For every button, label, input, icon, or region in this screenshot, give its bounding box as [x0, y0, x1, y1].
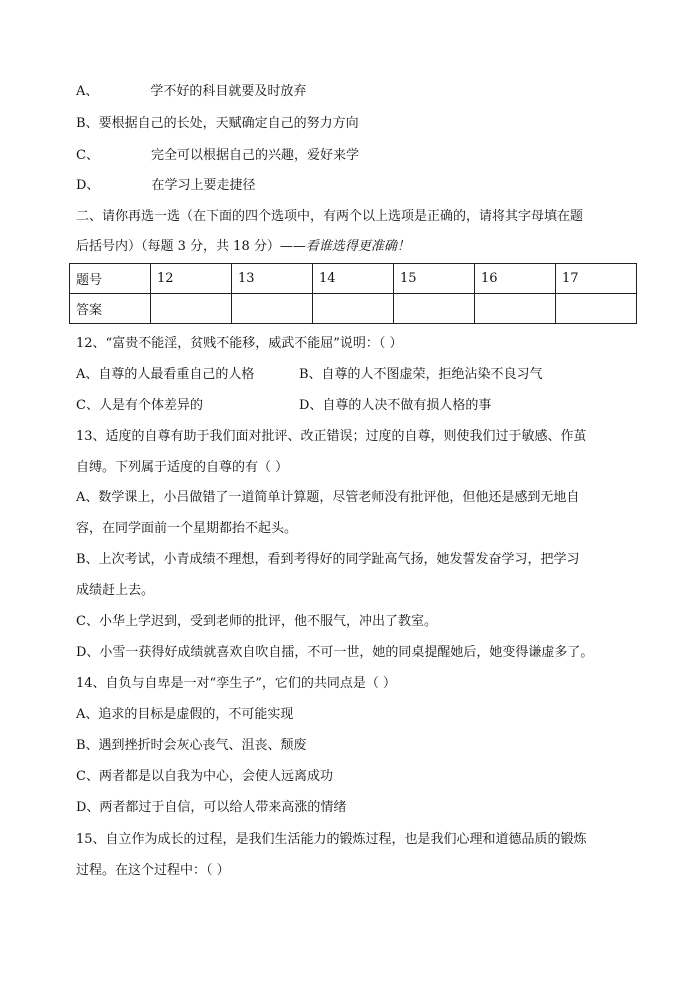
option-label: D、 [76, 178, 100, 193]
section2-instructions: 后括号内）（每题 3 分，共 18 分）—— [76, 239, 306, 254]
section2-motto: 看谁选得更准确！ [305, 239, 410, 254]
option-label: C、 [76, 148, 99, 163]
answer-table [69, 263, 637, 324]
q13-stem-line1: 13、适度的自尊有助于我们面对批评、改正错误；过度的自尊，则使我们过于敏感、作茧 [76, 429, 587, 444]
q14-stem: 14、自负与自卑是一对“孪生子”，它们的共同点是（ ） [76, 676, 396, 691]
q14-option-c: C、两者都是以自我为中心，会使人远离成功 [76, 769, 333, 784]
q14-option-d: D、两者都过于自信，可以给人带来高涨的情绪 [76, 800, 347, 815]
answer-cell[interactable] [151, 294, 232, 324]
q14-option-b: B、遇到挫折时会灰心丧气、沮丧、颓废 [76, 738, 307, 753]
table-header-answer: 答案 [70, 294, 151, 324]
option-text: 完全可以根据自己的兴趣，爱好来学 [150, 148, 359, 163]
option-text: 要根据自己的长处，天赋确定自己的努力方向 [98, 116, 359, 131]
answer-cell[interactable] [313, 294, 394, 324]
q12-option-b: B、自尊的人不图虚荣，拒绝沾染不良习气 [299, 367, 543, 382]
answer-table-number-row [70, 264, 637, 294]
q13-option-a-line2: 容，在同学面前一个星期都抬不起头。 [76, 521, 298, 536]
q12-option-d: D、自尊的人决不做有损人格的事 [299, 398, 492, 413]
q13-option-c: C、小华上学迟到，受到老师的批评，他不服气，冲出了教室。 [76, 614, 437, 629]
table-cell-number: 16 [475, 264, 556, 294]
q12-option-a: A、自尊的人最看重自己的人格 [76, 367, 255, 382]
q13-option-d: D、小雪一获得好成绩就喜欢自吹自擂，不可一世，她的同桌提醒她后，她变得谦虚多了。 [76, 645, 594, 660]
option-text: 学不好的科目就要及时放弃 [150, 84, 307, 99]
q13-option-b-line2: 成绩赶上去。 [76, 583, 155, 598]
q15-stem-line2: 过程。在这个过程中：（ ） [76, 863, 230, 878]
table-header-question-number: 题号 [70, 264, 151, 294]
answer-cell[interactable] [556, 294, 637, 324]
prev-option-a [76, 84, 306, 100]
table-cell-number: 15 [394, 264, 475, 294]
q13-stem-line2: 自缚。下列属于适度的自尊的有（ ） [76, 460, 289, 475]
q12-stem: 12、“富贵不能淫，贫贱不能移，威武不能屈”说明：（ ） [76, 336, 403, 351]
prev-option-c [76, 148, 359, 164]
q13-option-a-line1: A、数学课上，小吕做错了一道简单计算题，尽管老师没有批评他，但他还是感到无地自 [76, 490, 580, 505]
table-cell-number: 12 [151, 264, 232, 294]
answer-cell[interactable] [394, 294, 475, 324]
option-label: B、 [76, 116, 99, 131]
answer-table-answer-row [70, 294, 637, 324]
option-label: A、 [76, 84, 99, 99]
answer-cell[interactable] [475, 294, 556, 324]
q14-option-a: A、追求的目标是虚假的，不可能实现 [76, 707, 294, 722]
section2-heading-line2 [76, 239, 410, 255]
answer-cell[interactable] [232, 294, 313, 324]
q12-option-c: C、人是有个体差异的 [76, 398, 203, 413]
q13-option-b-line1: B、上次考试，小青成绩不理想，看到考得好的同学趾高气扬，她发誓发奋学习，把学习 [76, 552, 580, 567]
section2-heading-line1: 二、请你再选一选（在下面的四个选项中，有两个以上选项是正确的，请将其字母填在题 [76, 209, 584, 224]
q15-stem-line1: 15、自立作为成长的过程，是我们生活能力的锻炼过程，也是我们心理和道德品质的锻炼 [76, 832, 587, 847]
prev-option-b [76, 116, 359, 132]
prev-option-d [76, 178, 255, 194]
option-text: 在学习上要走捷径 [151, 178, 256, 193]
table-cell-number: 14 [313, 264, 394, 294]
table-cell-number: 17 [556, 264, 637, 294]
table-cell-number: 13 [232, 264, 313, 294]
